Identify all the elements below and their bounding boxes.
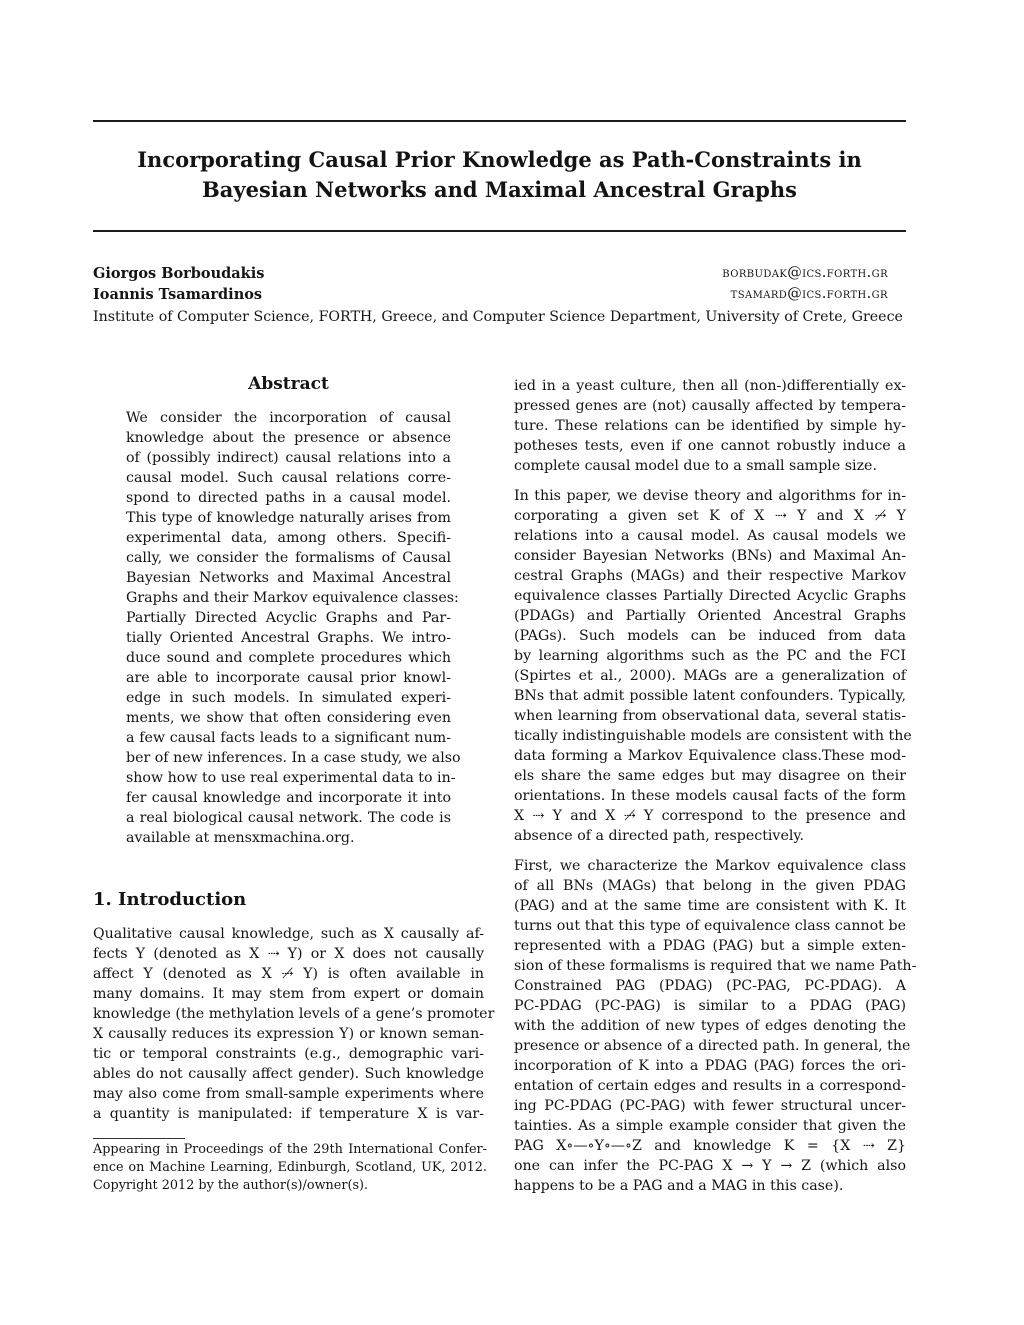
text-line: happens to be a PAG and a MAG in this case). bbox=[514, 1178, 844, 1194]
text-line: X ⇢ Y and X ⇢̸ Y correspond to the presence and bbox=[514, 808, 906, 824]
text-line: when learning from observational data, several statis- bbox=[514, 708, 906, 724]
footnote-line: ence on Machine Learning, Edinburgh, Scotland, UK, 2012. bbox=[93, 1160, 487, 1175]
text-line: absence of a directed path, respectively. bbox=[514, 828, 805, 844]
text-line: edge in such models. In simulated experi- bbox=[126, 690, 451, 706]
text-line: may also come from small-sample experiments where bbox=[93, 1086, 484, 1102]
author-row bbox=[93, 265, 906, 285]
text-line: presence or absence of a directed path. In general, the bbox=[514, 1038, 911, 1054]
text-line: Partially Directed Acyclic Graphs and Par- bbox=[126, 610, 451, 626]
author-email[interactable]: borbudak@ics.forth.gr bbox=[722, 265, 888, 281]
text-line: knowledge about the presence or absence bbox=[126, 430, 451, 446]
text-line: equivalence classes Partially Directed Acyclic Graphs bbox=[514, 588, 906, 604]
right-column-p3 bbox=[514, 856, 917, 1196]
text-line: one can infer the PC-PAG X → Y → Z (which also bbox=[514, 1158, 906, 1174]
text-line: tainties. As a simple example consider that given the bbox=[514, 1118, 906, 1134]
abstract-heading: Abstract bbox=[248, 374, 329, 394]
text-line: incorporation of K into a PDAG (PAG) forces the ori- bbox=[514, 1058, 906, 1074]
text-line: complete causal model due to a small sample size. bbox=[514, 458, 877, 474]
footnote bbox=[93, 1141, 487, 1195]
text-line: sion of these formalisms is required that we name Path- bbox=[514, 958, 917, 974]
text-line: ture. These relations can be identified by simple hy- bbox=[514, 418, 906, 434]
text-line: ied in a yeast culture, then all (non-)differentially ex- bbox=[514, 378, 906, 394]
text-line: by learning algorithms such as the PC and the FCI bbox=[514, 648, 906, 664]
text-line: fer causal knowledge and incorporate it into bbox=[126, 790, 451, 806]
text-line: data forming a Markov Equivalence class.These mod- bbox=[514, 748, 906, 764]
text-line: cally, we consider the formalisms of Causal bbox=[126, 550, 451, 566]
text-line: (PAGs). Such models can be induced from data bbox=[514, 628, 906, 644]
text-line: with the addition of new types of edges denoting the bbox=[514, 1018, 906, 1034]
text-line: els share the same edges but may disagree on their bbox=[514, 768, 906, 784]
footnote-line: Copyright 2012 by the author(s)/owner(s). bbox=[93, 1178, 369, 1193]
title-line: Bayesian Networks and Maximal Ancestral Graphs bbox=[202, 177, 797, 202]
text-line: show how to use real experimental data to in- bbox=[126, 770, 456, 786]
right-column-p1 bbox=[514, 376, 906, 476]
text-line: a quantity is manipulated: if temperature X is var- bbox=[93, 1106, 484, 1122]
text-line: are able to incorporate causal prior knowl- bbox=[126, 670, 451, 686]
text-line: causal model. Such causal relations corre- bbox=[126, 470, 451, 486]
text-line: (PAG) and at the same time are consistent with K. It bbox=[514, 898, 906, 914]
text-line: Bayesian Networks and Maximal Ancestral bbox=[126, 570, 451, 586]
text-line: corporating a given set K of X ⇢ Y and X ⇢̸ Y bbox=[514, 508, 906, 524]
text-line: ber of new inferences. In a case study, we also bbox=[126, 750, 461, 766]
text-line: a few causal facts leads to a significant num- bbox=[126, 730, 451, 746]
footnote-line: Appearing in Proceedings of the 29th International Confer- bbox=[93, 1142, 487, 1157]
text-line: tically indistinguishable models are consistent with the bbox=[514, 728, 912, 744]
text-line: consider Bayesian Networks (BNs) and Maximal An- bbox=[514, 548, 906, 564]
text-line: First, we characterize the Markov equivalence class bbox=[514, 858, 906, 874]
paper-title bbox=[93, 145, 906, 205]
text-line: tic or temporal constraints (e.g., demographic vari- bbox=[93, 1046, 484, 1062]
text-line: of all BNs (MAGs) that belong in the given PDAG bbox=[514, 878, 906, 894]
footnote-rule bbox=[93, 1138, 185, 1139]
text-line: experimental data, among others. Specifi- bbox=[126, 530, 451, 546]
text-line: orientations. In these models causal facts of the form bbox=[514, 788, 906, 804]
text-line: This type of knowledge naturally arises from bbox=[126, 510, 451, 526]
text-line: Qualitative causal knowledge, such as X causally af- bbox=[93, 926, 484, 942]
title-bottom-rule bbox=[93, 230, 906, 232]
author-row bbox=[93, 286, 906, 306]
section-heading: 1. Introduction bbox=[93, 889, 247, 910]
text-line: X causally reduces its expression Y) or known seman- bbox=[93, 1026, 484, 1042]
text-line: (PDAGs) and Partially Oriented Ancestral Graphs bbox=[514, 608, 906, 624]
text-line: many domains. It may stem from expert or domain bbox=[93, 986, 484, 1002]
text-line: spond to directed paths in a causal model. bbox=[126, 490, 451, 506]
text-line: ments, we show that often considering even bbox=[126, 710, 451, 726]
text-line: PC-PDAG (PC-PAG) is similar to a PDAG (PAG) bbox=[514, 998, 906, 1014]
text-line: ables do not causally affect gender). Such knowledge bbox=[93, 1066, 484, 1082]
text-line: cestral Graphs (MAGs) and their respective Markov bbox=[514, 568, 906, 584]
text-line: a real biological causal network. The code is bbox=[126, 810, 451, 826]
text-line: ing PC-PDAG (PC-PAG) with fewer structural uncer- bbox=[514, 1098, 906, 1114]
text-line: potheses tests, even if one cannot robustly induce a bbox=[514, 438, 906, 454]
text-line: knowledge (the methylation levels of a gene’s promoter bbox=[93, 1006, 495, 1022]
text-line: of (possibly indirect) causal relations into a bbox=[126, 450, 451, 466]
text-line: entation of certain edges and results in a correspond- bbox=[514, 1078, 906, 1094]
author-name: Giorgos Borboudakis bbox=[93, 265, 265, 282]
citation-line[interactable]: (Spirtes et al., 2000). MAGs are a generalization of bbox=[514, 668, 906, 684]
text-line: pressed genes are (not) causally affected by tempera- bbox=[514, 398, 906, 414]
text-line: duce sound and complete procedures which bbox=[126, 650, 451, 666]
text-line: We consider the incorporation of causal bbox=[126, 410, 451, 426]
text-line: Graphs and their Markov equivalence classes: bbox=[126, 590, 459, 606]
text-line: PAG X∘—∘Y∘—∘Z and knowledge K = {X ⇢ Z} bbox=[514, 1138, 906, 1154]
text-line: affect Y (denoted as X ⇢̸ Y) is often available in bbox=[93, 966, 484, 982]
affiliation: Institute of Computer Science, FORTH, Greece, and Computer Science Department, University of Crete, Greece bbox=[93, 309, 903, 325]
intro-body bbox=[93, 924, 495, 1124]
text-line: In this paper, we devise theory and algorithms for in- bbox=[514, 488, 906, 504]
text-line: fects Y (denoted as X ⇢ Y) or X does not causally bbox=[93, 946, 484, 962]
author-name: Ioannis Tsamardinos bbox=[93, 286, 263, 303]
text-line: relations into a causal model. As causal models we bbox=[514, 528, 906, 544]
abstract-body bbox=[126, 408, 461, 848]
text-line: turns out that this type of equivalence class cannot be bbox=[514, 918, 906, 934]
author-email[interactable]: tsamard@ics.forth.gr bbox=[730, 286, 888, 302]
text-line: tially Oriented Ancestral Graphs. We intro- bbox=[126, 630, 451, 646]
title-line: Incorporating Causal Prior Knowledge as Path-Constraints in bbox=[137, 147, 862, 172]
text-line: BNs that admit possible latent confounders. Typically, bbox=[514, 688, 906, 704]
text-line: represented with a PDAG (PAG) but a simple exten- bbox=[514, 938, 906, 954]
right-column-p2 bbox=[514, 486, 912, 846]
top-rule bbox=[93, 120, 906, 122]
text-line: available at mensxmachina.org. bbox=[126, 830, 355, 846]
text-line: Constrained PAG (PDAG) (PC-PAG, PC-PDAG). A bbox=[514, 978, 906, 994]
